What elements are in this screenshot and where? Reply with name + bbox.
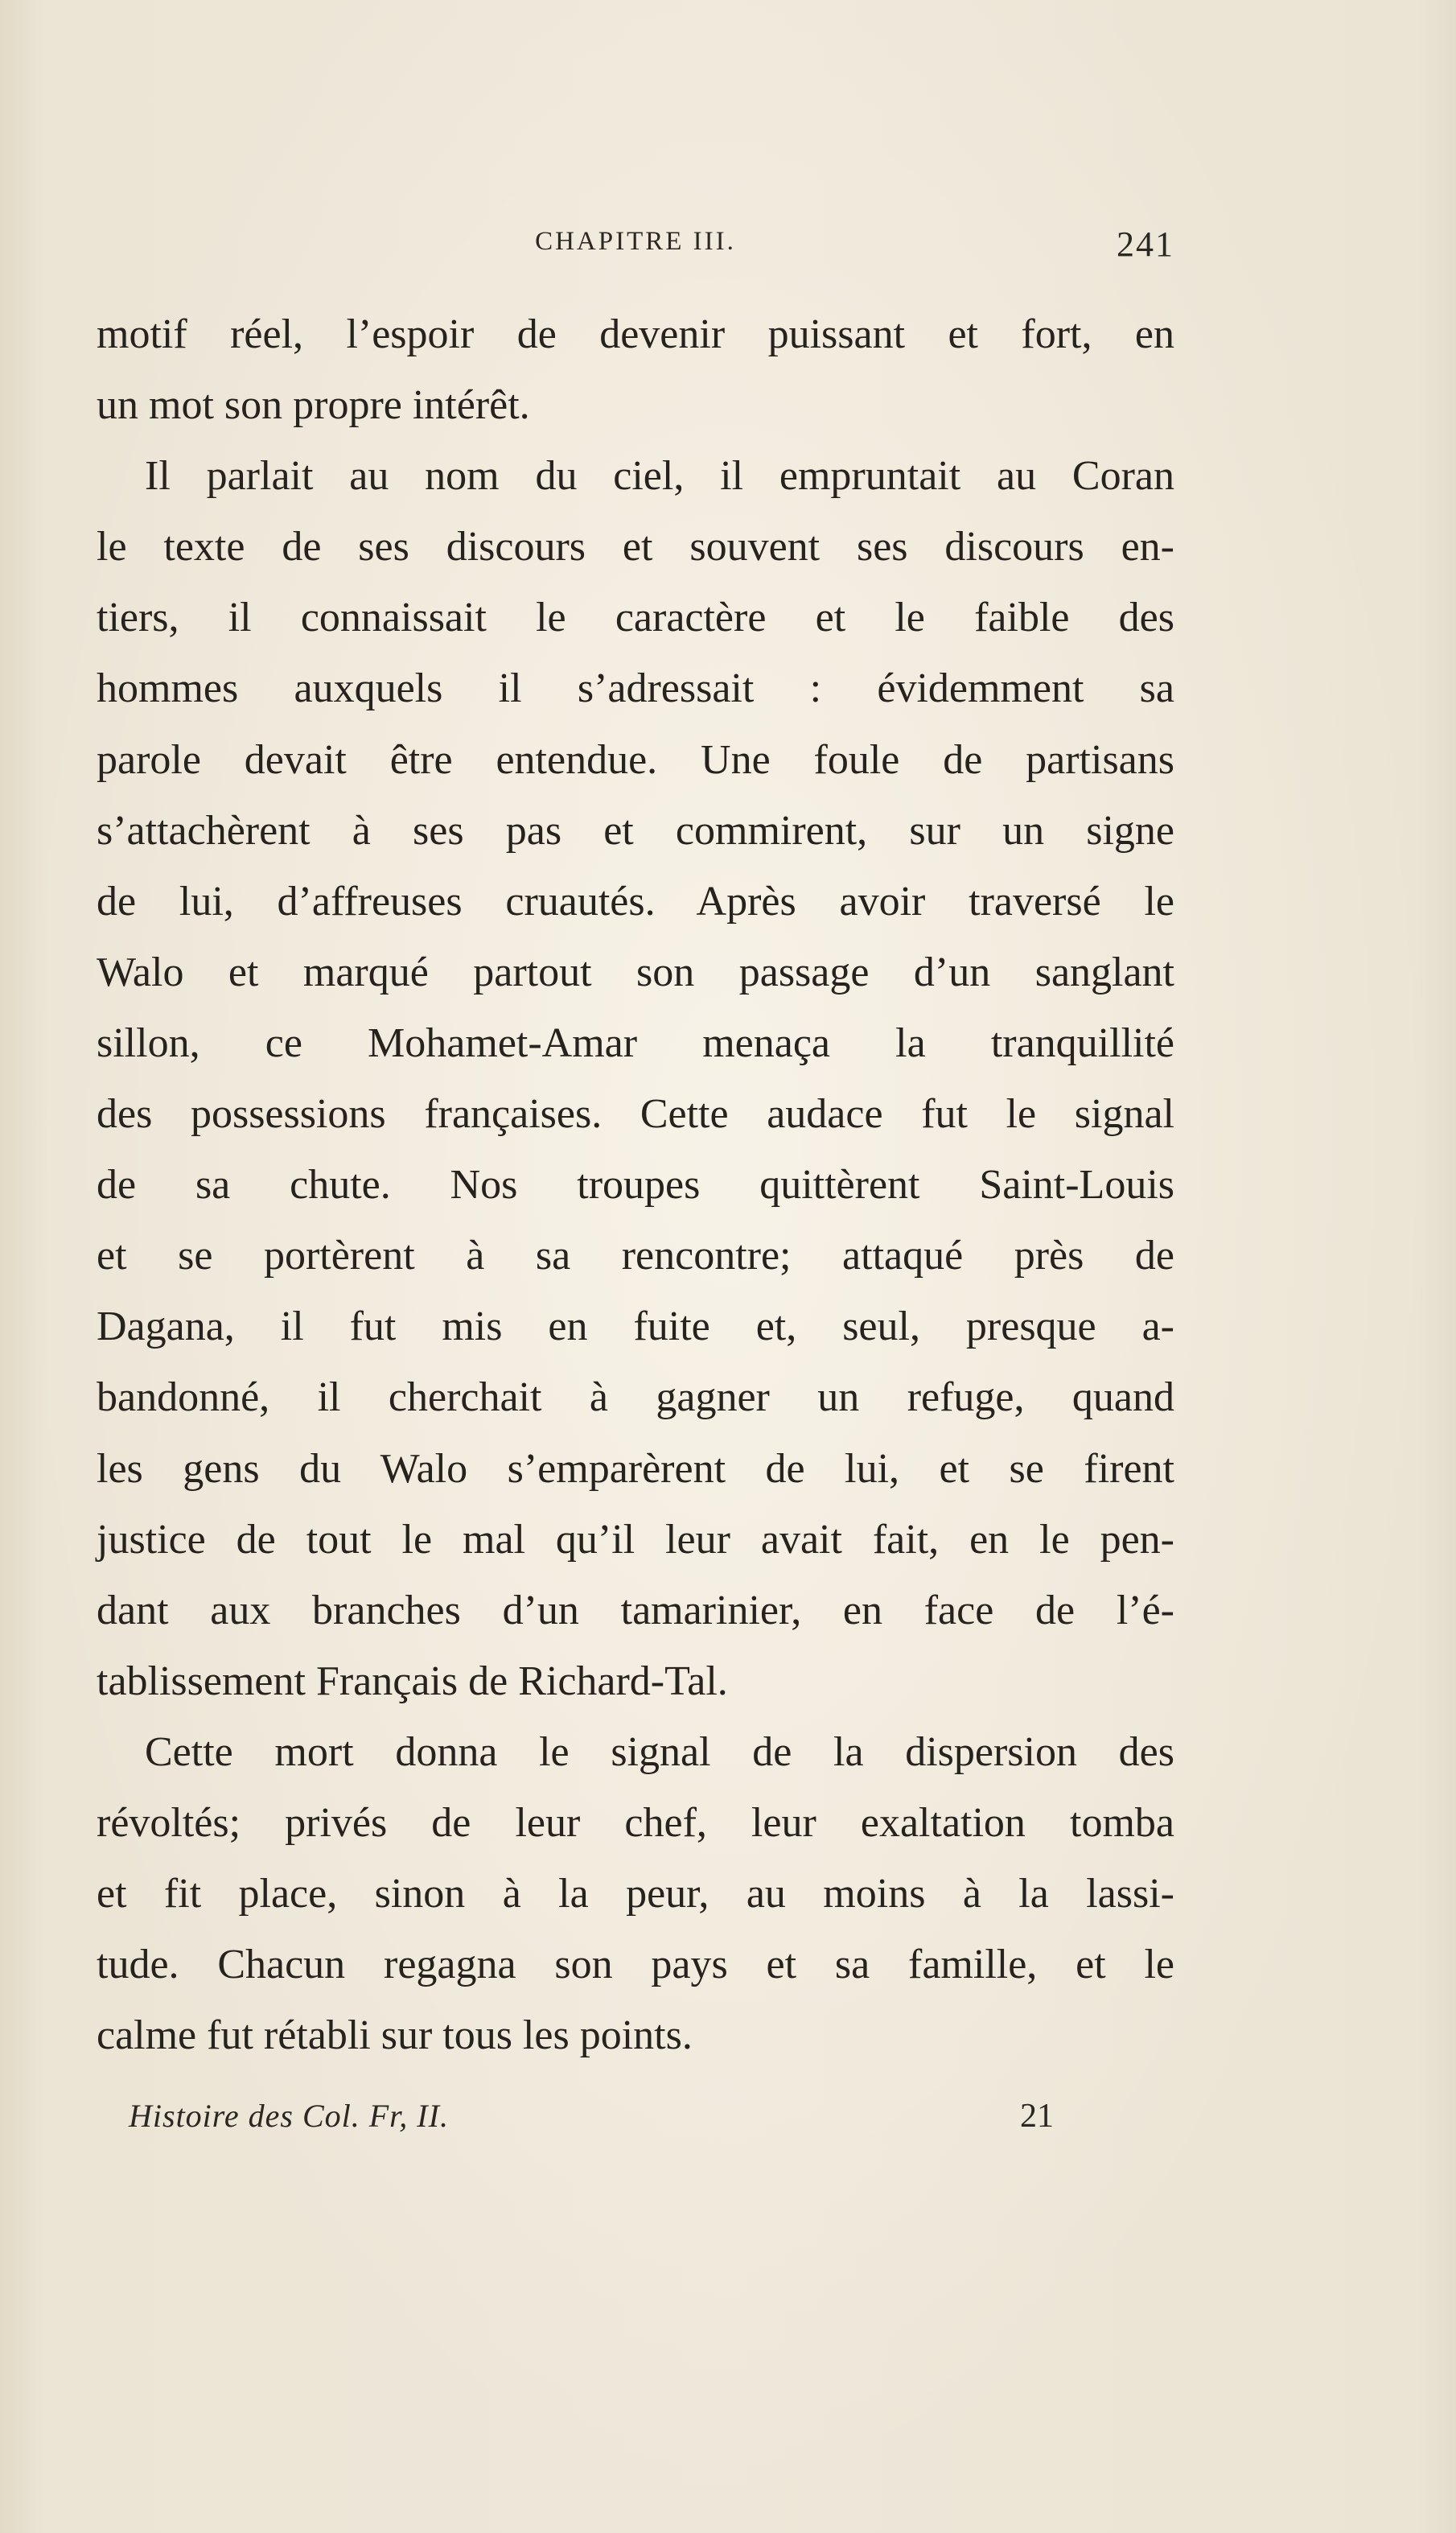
- text-line: de sa chute. Nos troupes quittèrent Saint-Louis: [97, 1162, 1174, 1209]
- text-line: Dagana, il fut mis en fuite et, seul, presque a-: [97, 1304, 1174, 1350]
- text-line: révoltés; privés de leur chef, leur exaltation tomba: [97, 1799, 1174, 1846]
- text-line: le texte de ses discours et souvent ses discours en-: [97, 524, 1174, 570]
- text-line: un mot son propre intérêt.: [97, 382, 530, 429]
- text-line: les gens du Walo s’emparèrent de lui, et se firent: [97, 1445, 1174, 1492]
- page-footer: [129, 2097, 1054, 2145]
- running-head: [97, 224, 1174, 267]
- gathering-number: 21: [1020, 2098, 1054, 2135]
- page-number: 241: [1117, 224, 1174, 264]
- text-line: bandonné, il cherchait à gagner un refuge, quand: [97, 1374, 1174, 1421]
- text-line: parole devait être entendue. Une foule de partisans: [97, 736, 1174, 783]
- text-line: et se portèrent à sa rencontre; attaqué près de: [97, 1233, 1174, 1279]
- text-line: des possessions françaises. Cette audace fut le signal: [97, 1091, 1174, 1138]
- chapter-title: CHAPITRE III.: [535, 227, 736, 256]
- text-line: hommes auxquels il s’adressait : évidemment sa: [97, 665, 1174, 712]
- text-line: justice de tout le mal qu’il leur avait fait, en le pen-: [97, 1516, 1174, 1563]
- signature-mark: Histoire des Col. Fr, II.: [129, 2098, 449, 2134]
- text-line: Walo et marqué partout son passage d’un sanglant: [97, 949, 1174, 995]
- text-line: et fit place, sinon à la peur, au moins à la lassi-: [97, 1871, 1174, 1917]
- text-line: sillon, ce Mohamet-Amar menaça la tranquillité: [97, 1019, 1174, 1066]
- text-line: motif réel, l’espoir de devenir puissant et fort, en: [97, 311, 1174, 357]
- text-line: tude. Chacun regagna son pays et sa famille, et le: [97, 1942, 1174, 1988]
- text-line: calme fut rétabli sur tous les points.: [97, 2012, 693, 2059]
- text-line: Il parlait au nom du ciel, il empruntait au Coran: [145, 453, 1174, 500]
- text-line: tiers, il connaissait le caractère et le faible des: [97, 595, 1174, 641]
- text-line: Cette mort donna le signal de la dispersion des: [145, 1728, 1174, 1775]
- text-line: dant aux branches d’un tamarinier, en face de l’é-: [97, 1587, 1174, 1633]
- text-line: s’attachèrent à ses pas et commirent, sur un signe: [97, 807, 1174, 854]
- text-line: tablissement Français de Richard-Tal.: [97, 1658, 728, 1704]
- text-line: de lui, d’affreuses cruautés. Après avoir traversé le: [97, 878, 1174, 925]
- body-text: [97, 299, 1174, 2071]
